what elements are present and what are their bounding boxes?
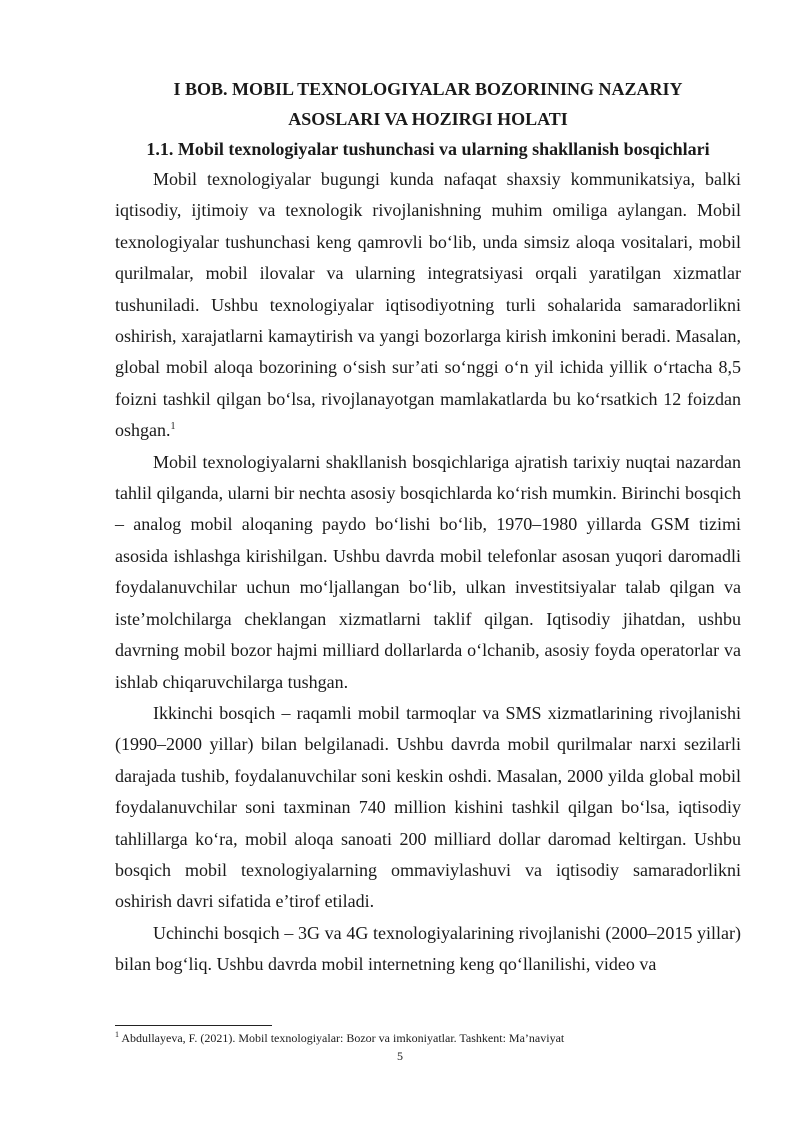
paragraph-3: Ikkinchi bosqich – raqamli mobil tarmoqlar va SMS xizmatlarining rivojlanishi (1990–2000 yillar) bilan belgilanadi. Ushbu davrda mobil qurilmalar narxi sezilarli darajada tushib, foydalanuvchilar soni keskin oshdi. Masalan, 2000 yilda global mobil foydalanuvchilar soni taxminan 740 million kishini tashkil qilgan bo‘lsa, iqtisodiy tahlillarga ko‘ra, mobil aloqa sanoati 200 milliard dollar daromad keltirgan. Ushbu bosqich mobil texnologiyalarning ommaviylashuvi va iqtisodiy samaradorlikni oshirish davri sifatida e’tirof etiladi. [115, 702, 741, 912]
footnote-divider [115, 1025, 272, 1026]
footnote-text: Abdullayeva, F. (2021). Mobil texnologiyalar: Bozor va imkoniyatlar. Tashkent: Ma’naviyat [121, 1031, 565, 1045]
chapter-title-line-2: ASOSLARI VA HOZIRGI HOLATI [288, 109, 568, 129]
section-title: 1.1. Mobil texnologiyalar tushunchasi va ularning shakllanish bosqichlari [146, 139, 710, 159]
chapter-title-line-1: I BOB. MOBIL TEXNOLOGIYALAR BOZORINING NAZARIY [173, 79, 683, 99]
paragraph-1 [115, 164, 741, 447]
footnote-marker: 1 [115, 1030, 119, 1039]
paragraph-4: Uchinchi bosqich – 3G va 4G texnologiyalarining rivojlanishi (2000–2015 yillar) bilan bog‘liq. Ushbu davrda mobil internetning keng qo‘llanilishi, video va [115, 922, 741, 975]
chapter-title [115, 74, 741, 134]
paragraph-2: Mobil texnologiyalarni shakllanish bosqichlariga ajratish tarixiy nuqtai nazardan tahlil qilganda, ularni bir nechta asosiy bosqichlarda ko‘rish mumkin. Birinchi bosqich – analog mobil aloqaning paydo bo‘lishi bo‘lib, 1970–1980 yillarda GSM tizimi asosida ishlashga kirishilgan. Ushbu davrda mobil telefonlar asosan yuqori daromadli foydalanuvchilar uchun mo‘ljallangan bo‘lib, ulkan investitsiyalar talab qilgan va iste’molchilarga cheklangan xizmatlarni taklif qilgan. Iqtisodiy jihatdan, ushbu davrning mobil bozor hajmi milliard dollarlarda o‘lchanib, asosiy foyda operatorlar va ishlab chiqaruvchilarga tushgan. [115, 451, 741, 692]
footnote [115, 1030, 741, 1046]
document-page [115, 74, 741, 981]
footnote-reference[interactable]: 1 [170, 421, 176, 433]
page-number: 5 [397, 1049, 403, 1063]
paragraph-1-text: Mobil texnologiyalar bugungi kunda nafaqat shaxsiy kommunikatsiya, balki iqtisodiy, ijtimoiy va texnologik rivojlanishning muhim omiliga aylangan. Mobil texnologiyalar tushunchasi keng qamrovli bo‘lib, unda simsiz aloqa vositalari, mobil qurilmalar, mobil ilovalar va ularning integratsiyasi orqali yaratilgan xizmatlar tushuniladi. Ushbu texnologiyalar iqtisodiyotning turli sohalarida samaradorlikni oshirish, xarajatlarni kamaytirish va yangi bozorlarga kirish imkonini beradi. Masalan, global mobil aloqa bozorining o‘sish sur’ati so‘nggi o‘n yil ichida yillik o‘rtacha 8,5 foizni tashkil qilgan bo‘lsa, rivojlanayotgan mamlakatlarda bu ko‘rsatkich 12 foizdan oshgan. [115, 169, 741, 441]
